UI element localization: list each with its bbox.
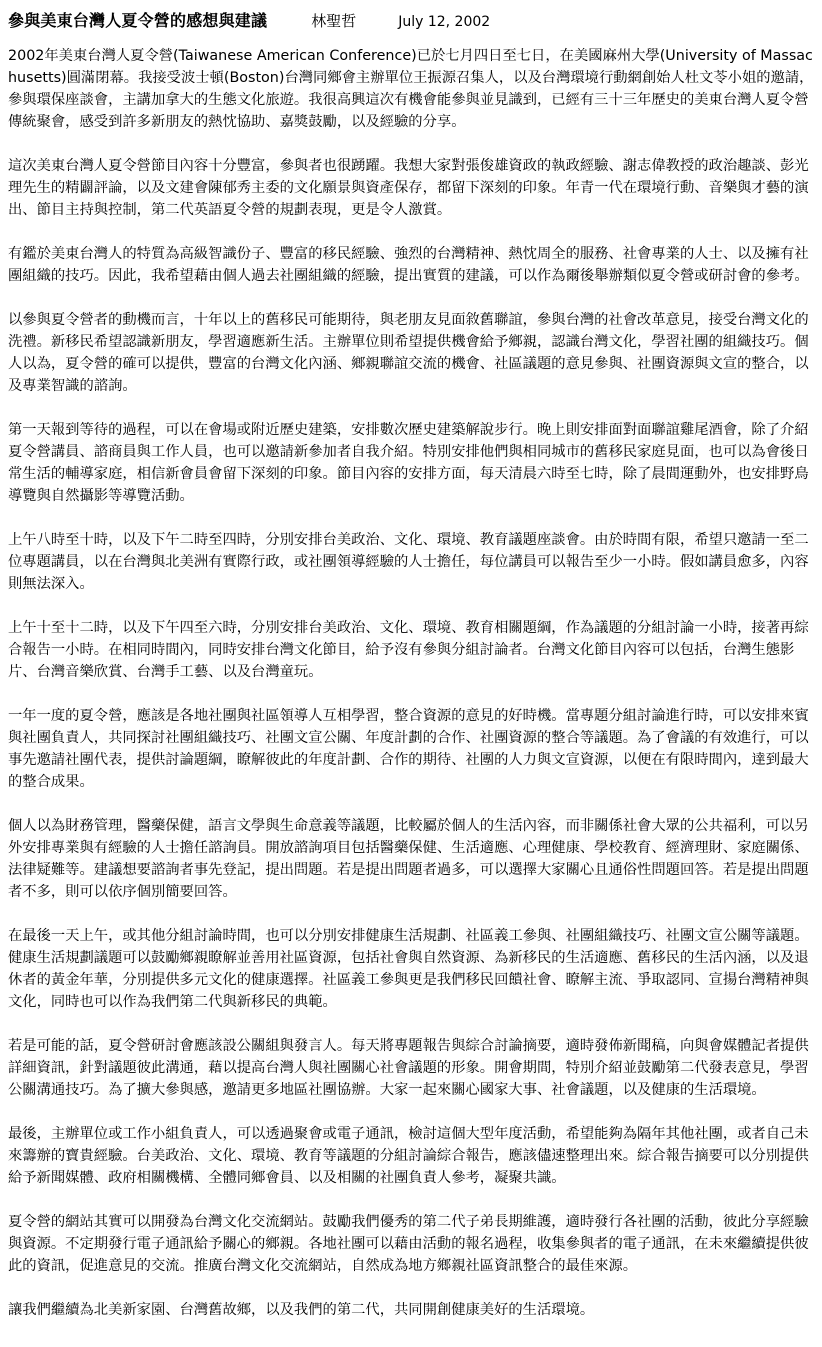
paragraph: 上午八時至十時，以及下午二時至四時，分別安排台美政治、文化、環境、教育議題座談會。由於時間有限，希望只邀請一至二位專題講員，以在台灣與北美洲有實際行政，或社團領導經驗的人士擔任，每位講員可以報告至少一小時。假如講員愈多，內容則無法深入。 <box>8 532 809 592</box>
paragraph: 個人以為財務管理，醫藥保健，語言文學與生命意義等議題，比較屬於個人的生活內容，而非關係社會大眾的公共福利，可以另外安排專業與有經驗的人士擔任諮詢員。開放諮詢項目包括醫藥保健、生活適應、心理健康、學校教育、經濟理財、家庭關係、法律疑難等。建議想要諮詢者事先登記，提出問題。若是提出問題者過多，可以選擇大家關心且通俗性問題回答。若是提出問題者不多，則可以依序個別簡要回答。 <box>8 818 809 900</box>
document-title: 參與美東台灣人夏令營的感想與建議 <box>8 11 268 30</box>
author-name: 林聖哲 <box>311 12 357 30</box>
document-body <box>8 45 814 1321</box>
document-header <box>8 8 814 36</box>
paragraph: 在最後一天上午，或其他分組討論時間，也可以分別安排健康生活規劃、社區義工參與、社團組織技巧、社團文宣公關等議題。健康生活規劃議題可以鼓勵鄉親瞭解並善用社區資源，包括社會與自然資源、為新移民的生活適應、舊移民的生活內涵，以及退休者的黃金年華，分別提供多元文化的健康選擇。社區義工參與更是我們移民回饋社會、瞭解主流、爭取認同、宣揚台灣精神與文化，同時也可以作為我們第二代與新移民的典範。 <box>8 928 809 1010</box>
paragraph: 以參與夏令營者的動機而言，十年以上的舊移民可能期待，與老朋友見面敘舊聯誼，參與台灣的社會改革意見，接受台灣文化的洗禮。新移民希望認識新朋友，學習適應新生活。主辦單位則希望提供機會給予鄉親，認識台灣文化，學習社團的組織技巧。個人以為，夏令營的確可以提供，豐富的台灣文化內涵、鄉親聯誼交流的機會、社區議題的意見參與、社團資源與文宣的整合，以及專業智識的諮詢。 <box>8 312 809 394</box>
paragraph: 夏令營的網站其實可以開發為台灣文化交流網站。鼓勵我們優秀的第二代子弟長期維護，適時發行各社團的活動，彼此分享經驗與資源。不定期發行電子通訊給予關心的鄉親。各地社團可以藉由活動的報名過程，收集參與者的電子通訊，在未來繼續提供彼此的資訊，促進意見的交流。推廣台灣文化交流網站，自然成為地方鄉親社區資訊整合的最佳來源。 <box>8 1214 809 1274</box>
paragraph: 一年一度的夏令營，應該是各地社團與社區領導人互相學習，整合資源的意見的好時機。當專題分組討論進行時，可以安排來賓與社團負責人，共同探討社團組織技巧、社團文宣公關、年度計劃的合作、社團資源的整合等議題。為了會議的有效進行，可以事先邀請社團代表，提供討論題綱，瞭解彼此的年度計劃、合作的期待、社團的人力與文宣資源，以便在有限時間內，達到最大的整合成果。 <box>8 708 809 790</box>
paragraph: 這次美東台灣人夏令營節目內容十分豐富，參與者也很踴躍。我想大家對張俊雄資政的執政經驗、謝志偉教授的政治趣談、彭光理先生的精闢評論，以及文建會陳郁秀主委的文化願景與資產保存，都留下深刻的印象。年青一代在環境行動、音樂與才藝的演出、節目主持與控制，第二代英語夏令營的規劃表現，更是令人激賞。 <box>8 158 809 218</box>
paragraph: 2002年美東台灣人夏令營(Taiwanese American Conference)已於七月四日至七日，在美國麻州大學(University of Massachusetts)圓滿閉幕。我接受波士頓(Boston)台灣同鄉會主辦單位王振源召集人，以及台灣環境行動網創始人杜文苓小姐的邀請，參與環保座談會，主講加拿大的生態文化旅遊。我很高興這次有機會能參與並見識到，已經有三十三年歷史的美東台灣人夏令營傳統聚會，感受到許多新朋友的熱忱協助、嘉獎鼓勵，以及經驗的分享。 <box>8 48 814 130</box>
paragraph: 若是可能的話，夏令營研討會應該設公關組與發言人。每天將專題報告與綜合討論摘要，適時發佈新聞稿，向與會媒體記者提供詳細資訊，針對議題彼此溝通，藉以提高台灣人與社團關心社會議題的形象。開會期間，特別介紹並鼓勵第二代發表意見，學習公關溝通技巧。為了擴大參與感，邀請更多地區社團協辦。大家一起來關心國家大事、社會議題，以及健康的生活環境。 <box>8 1038 809 1098</box>
paragraph: 讓我們繼續為北美新家園、台灣舊故鄉，以及我們的第二代，共同開創健康美好的生活環境。 <box>8 1302 595 1318</box>
paragraph: 有鑑於美東台灣人的特質為高級智識份子、豐富的移民經驗、強烈的台灣精神、熱忱周全的服務、社會專業的人士、以及擁有社團組織的技巧。因此，我希望藉由個人過去社團組織的經驗，提出實質的建議，可以作為爾後舉辦類似夏令營或研討會的參考。 <box>8 246 809 284</box>
document-date: July 12, 2002 <box>398 14 491 30</box>
paragraph: 上午十至十二時，以及下午四至六時，分別安排台美政治、文化、環境、教育相關題綱，作為議題的分組討論一小時，接著再綜合報告一小時。在相同時間內，同時安排台灣文化節目，給予沒有參與分組討論者。台灣文化節目內容可以包括，台灣生態影片、台灣音樂欣賞、台灣手工藝、以及台灣童玩。 <box>8 620 809 680</box>
paragraph: 最後，主辦單位或工作小組負責人，可以透過聚會或電子通訊，檢討這個大型年度活動，希望能夠為隔年其他社團，或者自己未來籌辦的寶貴經驗。台美政治、文化、環境、教育等議題的分組討論綜合報告，應該儘速整理出來。綜合報告摘要可以分別提供給予新聞媒體、政府相關機構、全體同鄉會員、以及相關的社團負責人參考，凝聚共識。 <box>8 1126 809 1186</box>
paragraph: 第一天報到等待的過程，可以在會場或附近歷史建築，安排數次歷史建築解說步行。晚上則安排面對面聯誼雞尾酒會，除了介紹夏令營講員、諮商員與工作人員，也可以邀請新參加者自我介紹。特別安排他們與相同城市的舊移民家庭見面，也可以為會後日常生活的輔導家庭，相信新會員會留下深刻的印象。節目內容的安排方面，每天清晨六時至七時，除了晨間運動外，也安排野鳥導覽與自然攝影等導覽活動。 <box>8 422 809 504</box>
